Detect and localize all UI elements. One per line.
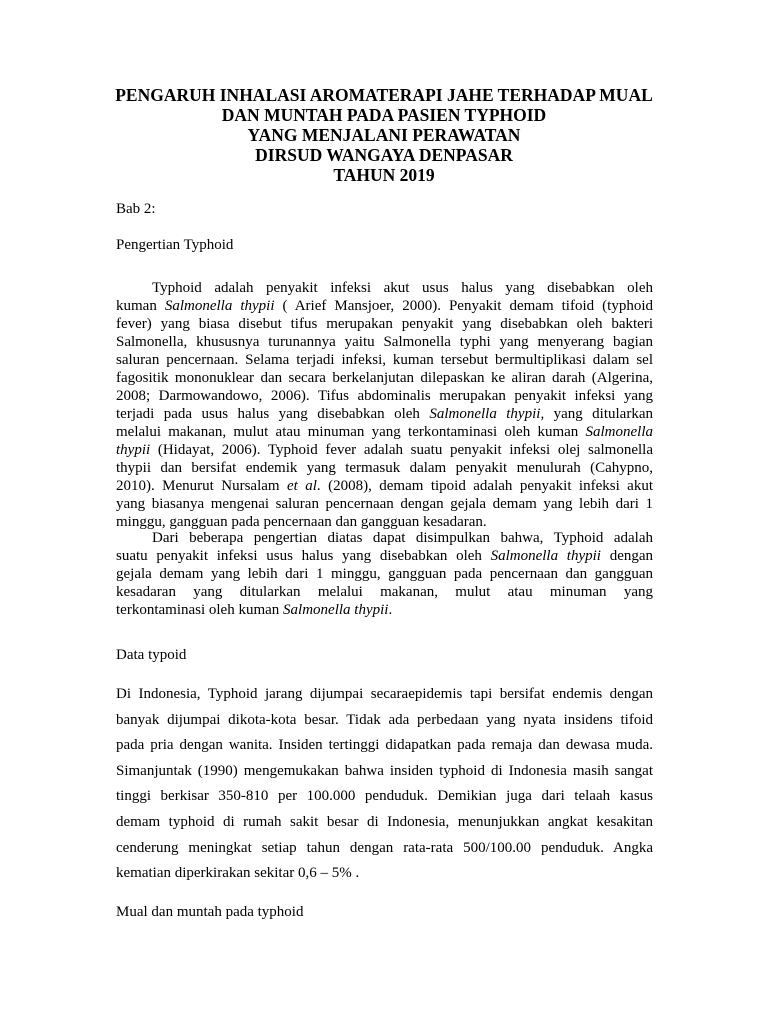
text-line: thypii dan bersifat endemik yang termasuk dalam penyakit menulurah (Cahypno, xyxy=(116,460,653,476)
document-title xyxy=(0,85,768,185)
text-line: yang biasanya mengenai saluran pencernaan dengan gejala demam yang lebih dari 1 xyxy=(116,496,653,512)
paragraph-conclusion xyxy=(116,529,653,619)
text-line xyxy=(116,423,653,441)
italic-term: et al xyxy=(287,478,317,494)
text-line xyxy=(116,297,653,315)
text-segment: suatu penyakit infeksi usus halus yang disebabkan oleh xyxy=(116,548,491,564)
text-line: fever) yang biasa disebut tifus merupakan penyakit yang disebabkan oleh bakteri xyxy=(116,316,653,332)
text-line xyxy=(116,477,653,495)
text-segment: dengan xyxy=(600,548,654,564)
text-line xyxy=(116,405,653,423)
italic-term: Salmonella thypii xyxy=(490,548,601,564)
text-line: Dari beberapa pengertian diatas dapat disimpulkan bahwa, Typhoid adalah xyxy=(152,530,653,546)
paragraph-data-typoid xyxy=(116,682,653,887)
text-line: banyak dijumpai dikota-kota besar. Tidak ada perbedaan yang nyata insidens tifoid xyxy=(116,711,653,728)
title-line: PENGARUH INHALASI AROMATERAPI JAHE TERHADAP MUAL xyxy=(115,85,653,105)
text-line: tinggi berkisar 350-810 per 100.000 penduduk. Demikian juga dari telaah kasus xyxy=(116,788,653,805)
text-line: fagositik mononuklear dan secara berkelanjutan dilepaskan ke aliran darah (Algerina, xyxy=(116,370,653,386)
text-segment: kuman xyxy=(116,298,165,314)
title-line: DAN MUNTAH PADA PASIEN TYPHOID xyxy=(221,105,547,125)
title-line: YANG MENJALANI PERAWATAN xyxy=(247,125,521,145)
paragraph-definition xyxy=(116,279,653,531)
italic-term: Salmonella thypii xyxy=(283,602,389,618)
text-segment: terkontaminasi oleh kuman xyxy=(116,602,284,618)
text-line xyxy=(116,441,653,459)
text-line: cenderung meningkat setiap tahun dengan rata-rata 500/100.00 penduduk. Angka xyxy=(116,839,653,856)
text-line xyxy=(116,601,653,619)
text-segment: terjadi pada usus halus yang disebabkan oleh xyxy=(116,406,430,422)
italic-term: Salmonella thypii xyxy=(164,298,275,314)
text-segment: . (2008), demam tipoid adalah penyakit infeksi akut xyxy=(316,478,653,494)
text-segment: . xyxy=(388,602,393,618)
title-line: DIRSUD WANGAYA DENPASAR xyxy=(255,145,513,165)
text-segment: melalui makanan, mulut atau minuman yang terkontaminasi oleh kuman xyxy=(116,424,586,440)
text-line: 2008; Darmowandowo, 2006). Tifus abdominalis merupakan penyakit infeksi yang xyxy=(116,388,653,404)
italic-term: thypii xyxy=(116,442,151,458)
text-line: saluran pencernaan. Selama terjadi infeksi, kuman tersebut bermultiplikasi dalam sel xyxy=(116,352,653,368)
text-line: minggu, gangguan pada pencernaan dan gangguan kesadaran. xyxy=(116,514,487,530)
section-heading-mual: Mual dan muntah pada typhoid xyxy=(116,904,304,920)
text-line: kesadaran yang ditularkan melalui makanan, mulut atau minuman yang xyxy=(116,584,653,600)
chapter-label: Bab 2: xyxy=(116,201,156,217)
text-segment: , yang ditularkan xyxy=(540,406,653,422)
text-line: demam typhoid di rumah sakit besar di Indonesia, menunjukkan angkat kesakitan xyxy=(116,813,653,830)
section-heading-data: Data typoid xyxy=(116,647,187,663)
italic-term: Salmonella thypii xyxy=(429,406,541,422)
text-line: Simanjuntak (1990) mengemukakan bahwa insiden typhoid di Indonesia masih sangat xyxy=(116,762,653,779)
text-segment: ( Arief Mansjoer, 2000). Penyakit demam tifoid (typhoid xyxy=(274,298,653,314)
text-line xyxy=(116,547,653,565)
section-heading-pengertian: Pengertian Typhoid xyxy=(116,237,234,253)
text-line: Typhoid adalah penyakit infeksi akut usus halus yang disebabkan oleh xyxy=(152,280,653,296)
text-line: pada pria dengan wanita. Insiden tertinggi didapatkan pada remaja dan dewasa muda. xyxy=(116,737,653,754)
text-line: kematian diperkirakan sekitar 0,6 – 5% . xyxy=(116,865,360,882)
italic-term: Salmonella xyxy=(585,424,653,440)
text-segment: (Hidayat, 2006). Typhoid fever adalah suatu penyakit infeksi olej salmonella xyxy=(150,442,653,458)
text-line: gejala demam yang lebih dari 1 minggu, gangguan pada pencernaan dan gangguan xyxy=(116,566,653,582)
text-line: Salmonella, khususnya turunannya yaitu Salmonella typhi yang menyerang bagian xyxy=(116,334,653,350)
text-segment: 2010). Menurut Nursalam xyxy=(116,478,287,494)
title-line: TAHUN 2019 xyxy=(333,165,435,185)
text-line: Di Indonesia, Typhoid jarang dijumpai secaraepidemis tapi bersifat endemis dengan xyxy=(116,686,653,702)
